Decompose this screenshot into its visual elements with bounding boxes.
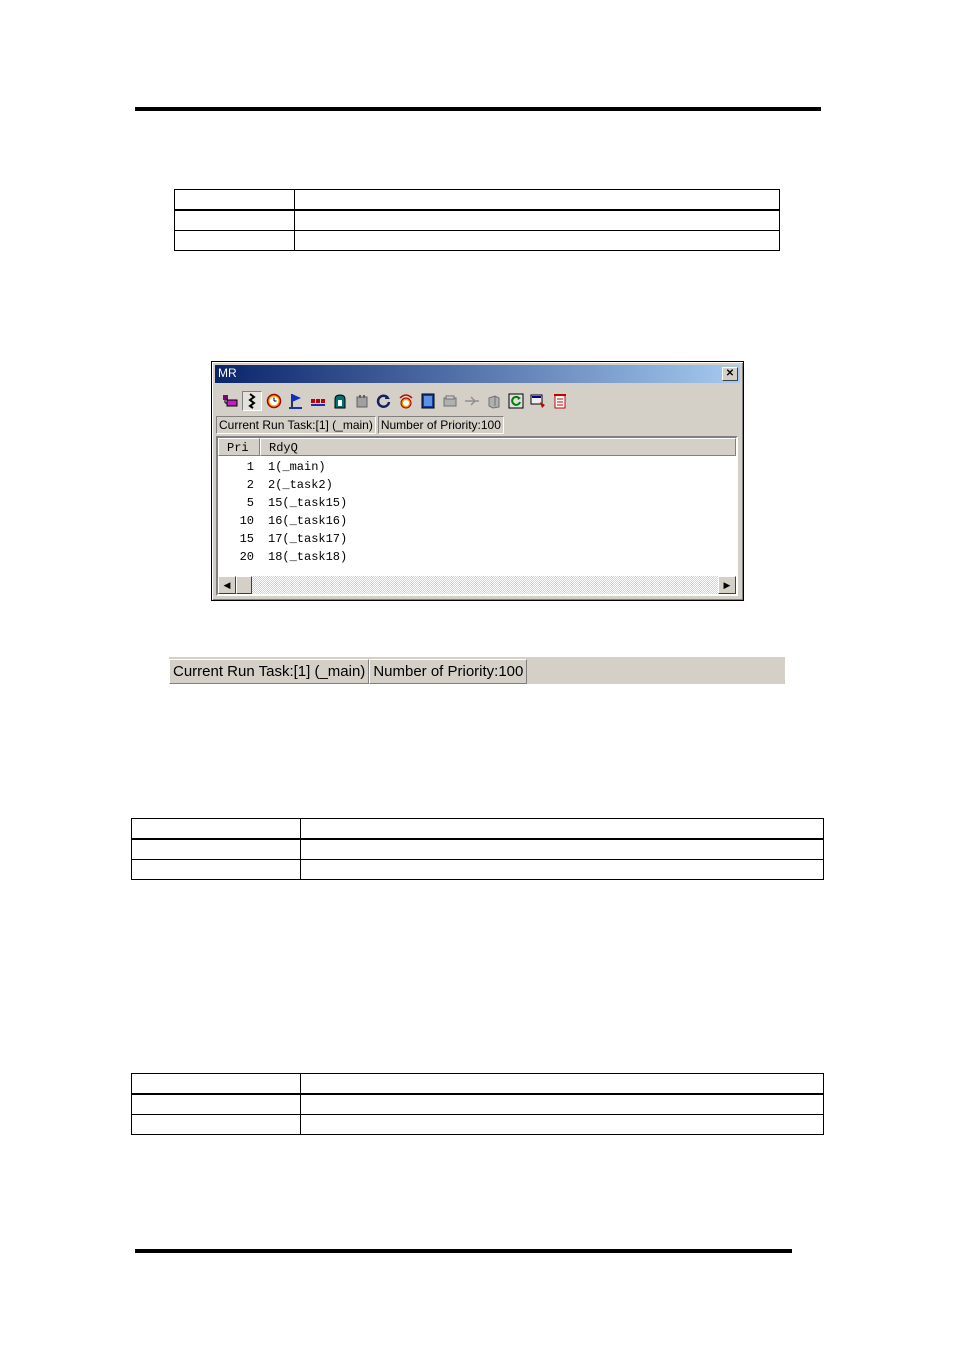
task-icon[interactable] — [220, 391, 240, 411]
horizontal-scrollbar[interactable] — [218, 576, 736, 594]
title-bar[interactable] — [215, 365, 740, 383]
timeout-queue-icon[interactable] — [550, 391, 570, 411]
memory-pool-icon[interactable] — [352, 391, 372, 411]
ready-queue-icon[interactable] — [242, 391, 262, 411]
column-header-rdyq[interactable]: RdyQ — [260, 438, 736, 456]
close-button[interactable]: ✕ — [722, 367, 738, 381]
list-item[interactable] — [218, 548, 347, 566]
message-buffer-icon[interactable] — [418, 391, 438, 411]
list-item[interactable] — [218, 476, 347, 494]
timer-icon[interactable] — [264, 391, 284, 411]
top-rule — [135, 107, 821, 111]
rdyq-cell: 15(_task15) — [268, 496, 348, 510]
rdyq-cell: 1(_main) — [268, 460, 326, 474]
mutex-icon[interactable] — [484, 391, 504, 411]
current-run-task-status: Current Run Task:[1] (_main) — [216, 416, 376, 434]
enlarged-status-bar — [169, 657, 785, 684]
pri-cell: 15 — [239, 532, 254, 546]
pri-cell: 20 — [239, 550, 254, 564]
pri-cell: 2 — [246, 478, 254, 492]
toolbar — [220, 391, 570, 413]
mailbox-icon[interactable] — [330, 391, 350, 411]
data-queue-icon[interactable] — [308, 391, 328, 411]
rdyq-cell: 16(_task16) — [268, 514, 348, 528]
ready-queue-list[interactable] — [216, 436, 738, 596]
pri-cell: 5 — [246, 496, 254, 510]
refresh-icon[interactable] — [506, 391, 526, 411]
table-1 — [174, 189, 780, 251]
column-header-pri[interactable]: Pri — [218, 438, 260, 456]
pri-cell: 1 — [246, 460, 254, 474]
number-of-priority-status: Number of Priority:100 — [378, 416, 504, 434]
bottom-rule — [135, 1249, 792, 1253]
rdyq-cell: 17(_task17) — [268, 532, 348, 546]
pri-cell: 10 — [239, 514, 254, 528]
status-bar — [216, 416, 504, 434]
list-header — [218, 438, 736, 456]
alarm-handler-icon[interactable] — [396, 391, 416, 411]
list-item[interactable] — [218, 512, 347, 530]
list-item[interactable] — [218, 458, 347, 476]
rendezvous-icon[interactable] — [462, 391, 482, 411]
port-icon[interactable] — [440, 391, 460, 411]
enlarged-number-of-priority: Number of Priority:100 — [369, 659, 527, 684]
window-title: MR — [218, 366, 237, 380]
scroll-left-button[interactable]: ◀ — [218, 576, 236, 594]
scroll-thumb[interactable] — [236, 576, 252, 594]
list-item[interactable] — [218, 494, 347, 512]
enlarged-current-run-task: Current Run Task:[1] (_main) — [169, 659, 369, 684]
context-icon[interactable] — [528, 391, 548, 411]
table-2 — [131, 818, 824, 880]
cyclic-handler-icon[interactable] — [374, 391, 394, 411]
list-rows — [218, 458, 347, 566]
flag-icon[interactable] — [286, 391, 306, 411]
table-3 — [131, 1073, 824, 1135]
mr-window — [211, 361, 744, 601]
scroll-right-button[interactable]: ▶ — [718, 576, 736, 594]
rdyq-cell: 18(_task18) — [268, 550, 348, 564]
rdyq-cell: 2(_task2) — [268, 478, 333, 492]
list-item[interactable] — [218, 530, 347, 548]
